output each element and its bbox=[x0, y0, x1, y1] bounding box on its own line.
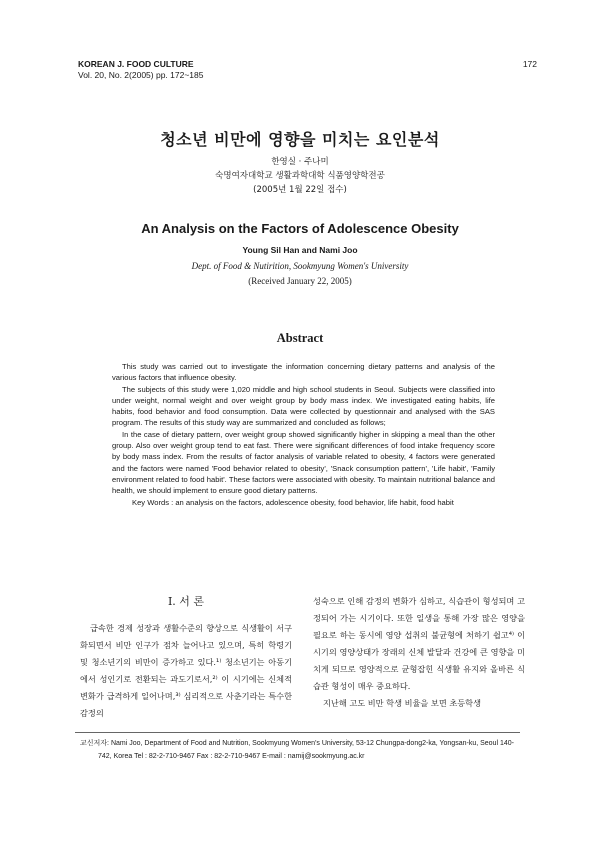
page-number: 172 bbox=[522, 59, 537, 69]
body-paragraph: 지난해 고도 비만 학생 비율을 보면 초등학생 bbox=[323, 698, 481, 708]
english-received: (Received January 22, 2005) bbox=[248, 276, 352, 286]
korean-authors: 한영실 · 주나미 bbox=[271, 157, 329, 167]
abstract-body bbox=[112, 361, 495, 508]
korean-received: (2005년 1월 22일 접수) bbox=[253, 185, 347, 195]
abstract-paragraph: This study was carried out to investigate the information concerning dietary patterns and analysis of the various factors that influence obesity. bbox=[112, 362, 495, 383]
body-paragraph: 성숙으로 인해 감정의 변화가 심하고, 식습관이 형성되며 고정되어 가는 시기이다. 또한 일생을 통해 가장 많은 영양을 필요로 하는 동시에 영양 섭취의 불균형에 처하기 쉽고⁴⁾ 이 시기의 영양상태가 장래의 신체 발달과 건강에 큰 영향을 미치게 되므로 영양적으로 균형잡힌 식생활 유지와 올바른 식습관 형성이 매우 중요하다. bbox=[313, 596, 525, 691]
section-heading: I. 서 론 bbox=[167, 595, 205, 608]
english-affiliation: Dept. of Food & Nutirition, Sookmyung Women's University bbox=[191, 261, 409, 271]
body-paragraph: 급속한 경제 성장과 생활수준의 향상으로 식생활이 서구화되면서 비만 인구가 점차 늘어나고 있으며, 특히 학령기 및 청소년기의 비만이 증가하고 있다.¹⁾ 청소년기는 아동기에서 성인기로 전환되는 과도기로서,²⁾ 이 시기에는 신체적 변화가 급격하게 일어나며,³⁾ 심리적으로 사춘기라는 특수한 감정의 bbox=[80, 623, 292, 718]
english-title: An Analysis on the Factors of Adolescence Obesity bbox=[141, 221, 459, 236]
abstract-paragraph: In the case of dietary pattern, over weight group showed significantly higher in skipping a meal than the other group. Also over weight group tend to eat fast. There were significant differences of food intake frequency score by body mass index. From the results of factor analysis of variable related to obesity, 4 factors were generated and the factors were named 'Food behavior related to obesity', 'Snack consumption pattern', 'Life habit', 'Family environment related to food habit'. These factors were associated with obesity. To maintain nutritional balance and health, we should implement to ensure good dietary patterns. bbox=[112, 429, 495, 496]
corresponding-author-footnote bbox=[80, 737, 525, 763]
footnote-line: 742, Korea Tel : 82-2-710-9467 Fax : 82-2-710-9467 E-mail : namij@sookmyung.ac.kr bbox=[98, 753, 365, 760]
journal-name: KOREAN J. FOOD CULTURE bbox=[78, 59, 194, 69]
keywords: Key Words : an analysis on the factors, adolescence obesity, food behavior, life habit, food habit bbox=[132, 497, 454, 507]
footnote-line: 교신저자: Nami Joo, Department of Food and Nutrition, Sookmyung Women's University, 53-12 Chungpa-dong2-ka, Yongsan-ku, Seoul 140- bbox=[80, 740, 514, 747]
journal-header bbox=[78, 59, 203, 81]
body-column-right bbox=[313, 593, 525, 712]
korean-affiliation: 숙명여자대학교 생활과학대학 식품영양학전공 bbox=[215, 171, 385, 181]
journal-volume: Vol. 20, No. 2(2005) pp. 172~185 bbox=[78, 70, 204, 80]
english-authors: Young Sil Han and Nami Joo bbox=[242, 245, 358, 255]
abstract-paragraph: The subjects of this study were 1,020 middle and high school students in Seoul. Subjects were classified into under weight, normal weight and over weight group by body mass index. We investigated eating habits, life habits, food behavior and food consumption. Data were collected by questionnair and analysed with the SAS program. The results of this study way are summarized and concluded as follows; bbox=[112, 384, 495, 428]
korean-title: 청소년 비만에 영향을 미치는 요인분석 bbox=[160, 130, 440, 149]
abstract-heading: Abstract bbox=[276, 331, 324, 345]
body-column-left bbox=[80, 593, 292, 722]
footnote-rule bbox=[75, 732, 520, 733]
